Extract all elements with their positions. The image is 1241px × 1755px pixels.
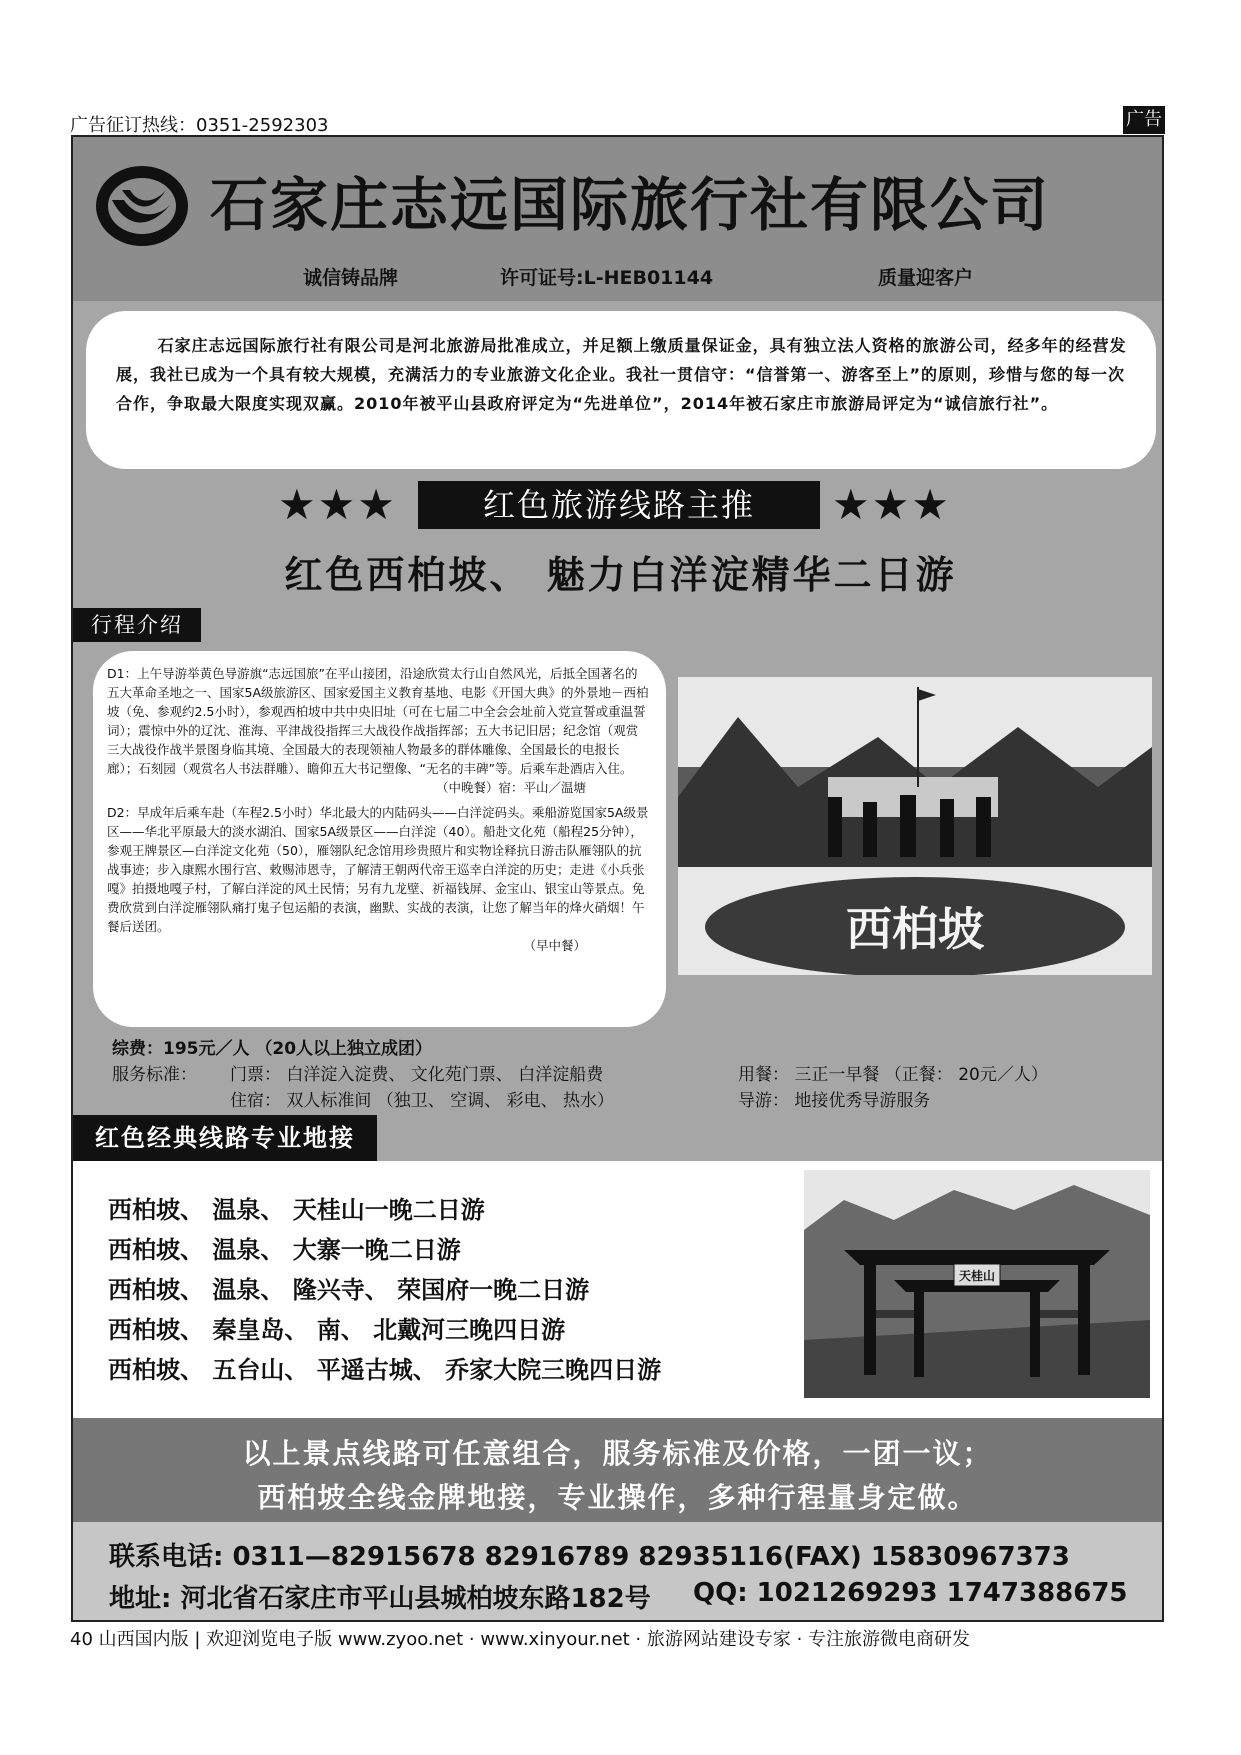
- gate-sign: 天桂山: [958, 1269, 996, 1283]
- contact-phone: 联系电话: 0311—82915678 82916789 82935116(FAX) 15830967373: [109, 1542, 1070, 1572]
- route-item: 西柏坡、 温泉、 大寨一晚二日游: [108, 1236, 461, 1264]
- xibaipo-photo: [678, 677, 1152, 975]
- route-item: 西柏坡、 温泉、 隆兴寺、 荣国府一晚二日游: [108, 1276, 590, 1304]
- route-item: 西柏坡、 温泉、 天桂山一晚二日游: [108, 1196, 485, 1224]
- day1-text: D1：上午导游举黄色导游旗“志远国旅”在平山接团，沿途欣赏太行山自然风光，后抵全国著名的五大革命圣地之一、国家5A级旅游区、国家爱国主义教育基地、电影《开国大典》的外景地－西柏坡（免、参观约2.5小时），参观西柏坡中共中央旧址（可在七届二中全会会址前入党宣誓或重温誓词）；震惊中外的辽沈、淮海、平津战役指挥三大战役作战指挥部；五大书记旧居；纪念馆（观赏三大战役作战半景图身临其境、全国最大的表现领袖人物最多的群体雕像、全国最长的电报长廊）；石刻园（观赏名人书法群雕）、瞻仰五大书记塑像、“无名的丰碑”等。后乘车赴酒店入住。: [107, 666, 649, 776]
- itinerary-section-label: 行程介绍: [73, 608, 201, 642]
- stars-left: ★★★: [278, 480, 397, 529]
- service-meal: 用餐： 三正一早餐 （正餐： 20元／人）: [738, 1065, 1048, 1085]
- slogan-line-2: 西柏坡全线金牌地接，专业操作，多种行程量身定做。: [257, 1481, 978, 1514]
- slogan-left: 诚信铸品牌: [303, 267, 399, 289]
- contact-qq: QQ: 1021269293 1747388675: [693, 1578, 1128, 1608]
- company-name: 石家庄志远国际旅行社有限公司: [210, 171, 1051, 239]
- ad-tag: 广告: [1123, 106, 1165, 134]
- slogan-line-1: 以上景点线路可任意组合，服务标准及价格，一团一议；: [242, 1437, 993, 1470]
- route-item: 西柏坡、 秦皇岛、 南、 北戴河三晚四日游: [108, 1316, 566, 1344]
- service-ticket: 门票： 白洋淀入淀费、 文化苑门票、 白洋淀船费: [230, 1065, 604, 1085]
- stars-right: ★★★: [832, 480, 951, 529]
- price-line: 综费：195元／人 （20人以上独立成团）: [112, 1039, 433, 1059]
- slogan-right: 质量迎客户: [878, 267, 974, 289]
- company-logo-icon: [92, 160, 192, 252]
- xibaipo-photo-caption: 西柏坡: [846, 902, 984, 956]
- classic-routes-label: 红色经典线路专业地接: [73, 1115, 377, 1161]
- page-footer: 40 山西国内版 | 欢迎浏览电子版 www.zyoo.net · www.xinyour.net · 旅游网站建设专家 · 专注旅游微电商研发: [70, 1629, 971, 1650]
- intro-text: 石家庄志远国际旅行社有限公司是河北旅游局批准成立，并足额上缴质量保证金，具有独立法人资格的旅游公司，经多年的经营发展，我社已成为一个具有较大规模，充满活力的专业旅游文化企业。我社一贯信守：“信誉第一、游客至上”的原则，珍惜与您的每一次合作，争取最大限度实现双赢。2010年被平山县政府评定为“先进单位”，2014年被石家庄市旅游局评定为“诚信旅行社”。: [116, 336, 1127, 413]
- service-guide: 导游： 地接优秀导游服务: [738, 1091, 931, 1111]
- promo-label: 红色旅游线路主推: [418, 481, 820, 529]
- service-label: 服务标准：: [112, 1065, 197, 1085]
- day1-meal: （中晚餐）宿：平山／温塘: [435, 780, 586, 795]
- day2-meal: （早中餐）: [523, 938, 586, 953]
- slogan-band: [73, 1418, 1162, 1522]
- contact-address: 地址: 河北省石家庄市平山县城柏坡东路182号: [109, 1584, 651, 1614]
- itinerary-box: [93, 651, 666, 1027]
- license-number: 许可证号:L-HEB01144: [500, 267, 714, 289]
- contact-box: [73, 1522, 1162, 1620]
- featured-route-title: 红色西柏坡、 魅力白洋淀精华二日游: [284, 553, 957, 597]
- intro-box: [86, 311, 1156, 469]
- tianguishan-photo: [804, 1170, 1150, 1398]
- day2-text: D2：早成年后乘车赴（车程2.5小时）华北最大的内陆码头——白洋淀码头。乘船游览国家5A级景区——华北平原最大的淡水湖泊、国家5A级景区——白洋淀（40）。船赴文化苑（船程25分钟），参观王牌景区—白洋淀文化苑（50），雁翎队纪念馆用珍贵照片和实物诠释抗日游击队雁翎队的抗战事迹；步入康熙水围行宫、敕赐沛恩寺，了解清王朝两代帝王巡幸白洋淀的历史；走进《小兵张嘎》拍摄地嘎子村，了解白洋淀的风土民情；另有九龙壁、祈福钱屏、金宝山、银宝山等景点。免费欣赏到白洋淀雁翎队痛打鬼子包运船的表演，幽默、实战的表演，让您了解当年的烽火硝烟！午餐后送团。: [107, 805, 649, 934]
- ad-hotline: 广告征订热线：0351-2592303: [70, 115, 329, 136]
- route-item: 西柏坡、 五台山、 平遥古城、 乔家大院三晚四日游: [108, 1356, 662, 1384]
- service-stay: 住宿： 双人标准间 （独卫、 空调、 彩电、 热水）: [230, 1091, 615, 1111]
